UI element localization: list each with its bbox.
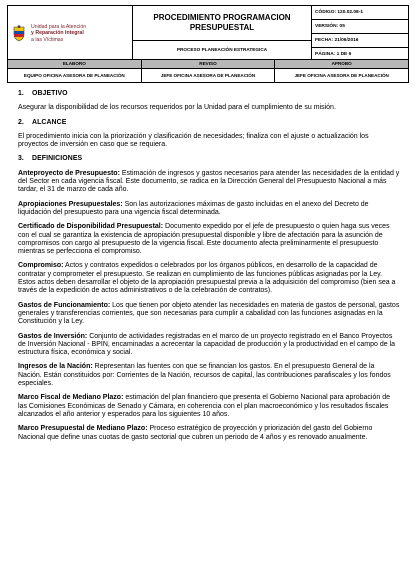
definition-term: Ingresos de la Nación: — [18, 363, 93, 371]
definition-text: Actos y contratos expedidos o celebrados por los órganos públicos, en desarrollo de la capacidad de contratar y comprometer el presupuesto. Se realizan en cumplimiento de las funciones públicas asignadas por la Ley. Estos actos deben desarrollar el objeto de la apropiación presupuestal previa a la adquisición del compromiso (bien sea a través de la expedición de actos administrativos o de la celebración de contratos). — [18, 262, 396, 295]
logo — [8, 6, 132, 61]
definition-term: Gastos de Funcionamiento: — [18, 301, 111, 309]
approval-header-aprobo: APROBO — [275, 60, 409, 69]
document-body — [18, 90, 400, 448]
logo-text — [31, 24, 86, 43]
logo-line: y Reparación Integral — [31, 30, 84, 37]
logo-cell — [8, 6, 133, 62]
definition-text: Estimación de ingresos y gastos necesarios para atender las necesidades de la entidad y del Sector en cada vigencia fiscal. Este documento, se radica en la Dirección General del Presupuesto Nacional a más tardar, el 31 de marzo de cada año. — [18, 169, 400, 194]
definition-item — [18, 363, 400, 388]
definition-item — [18, 262, 400, 295]
definition-text: Son las autorizaciones máximas de gasto incluidas en el anexo del Decreto de liquidación del presupuesto para una vigencia fiscal determinada. — [18, 200, 369, 216]
approval-name-reviso: JEFE OFICINA ASESORA DE PLANEACIÓN — [141, 69, 275, 83]
definition-item — [18, 425, 400, 442]
definition-term: Marco Presupuestal de Mediano Plazo: — [18, 425, 148, 433]
title-cell — [133, 6, 312, 62]
approval-name-aprobo: JEFE OFICINA ASESORA DE PLANEACIÓN — [275, 69, 409, 83]
document-date: FECHA: 21/06/2016 — [312, 34, 408, 48]
definition-item — [18, 223, 400, 256]
approval-name-elaboro: EQUIPO OFICINA ASESORA DE PLANEACIÓN — [8, 69, 142, 83]
definition-term: Compromiso: — [18, 262, 64, 270]
coat-of-arms-icon — [12, 25, 26, 42]
definition-item — [18, 170, 400, 195]
section-title: DEFINICIONES — [32, 155, 83, 163]
definition-text: Proceso estratégico de proyección y priorización del gasto del Gobierno Nacional que define unas cuotas de gasto sectorial que cubren un periodo de 4 años y es renovado anualmente. — [18, 425, 373, 441]
section-number: 3. — [18, 155, 24, 163]
section-heading-objetivo — [18, 90, 400, 98]
definition-term: Anteproyecto de Presupuesto: — [18, 169, 120, 177]
section-title: OBJETIVO — [32, 90, 68, 97]
document-code: CÓDIGO: 120.02.08-1 — [312, 6, 408, 20]
definition-text: Los que tienen por objeto atender las necesidades en materia de gastos de personal, gastos generales y transferencias corrientes, que son necesarias para cumplir a cabalidad con las funciones asignadas en la Constitución y la Ley. — [18, 301, 400, 326]
section-heading-alcance — [18, 119, 400, 127]
definition-text: Documento expedido por el jefe de presupuesto o quien haga sus veces con el cual se garantiza la existencia de apropiación presupuestal disponible y libre de afectación para la asunción de compromisos con cargo al presupuesto de la vigencia fiscal. Este documento afecta preliminarmente el presupuesto mientras se perfecciona el compromiso. — [18, 223, 390, 256]
section-number: 2. — [18, 118, 24, 126]
definition-item — [18, 302, 400, 327]
definition-text: Representan las fuentes con que se financian los gastos. En el presupuesto General de la Nación. Están constituidos por: Corrientes de la Nación, recursos de capital, las contribuciones parafiscales y los fondos especiales. — [18, 363, 391, 388]
definition-term: Marco Fiscal de Mediano Plazo: — [18, 394, 124, 402]
definition-item — [18, 201, 400, 218]
document-header — [7, 5, 409, 62]
meta-cell — [312, 6, 409, 62]
approval-header-elaboro: ELABORO — [8, 60, 142, 69]
definition-item — [18, 394, 400, 419]
section-text-alcance: El procedimiento inicia con la priorización y clasificación de necesidades; finaliza con el ajuste o actualización los proyectos de inversión en caso que se requiera. — [18, 132, 369, 149]
approval-header-reviso: REVISO — [141, 60, 275, 69]
approval-table — [7, 59, 409, 83]
definition-text: Conjunto de actividades registradas en el marco de un proyecto registrado en el Banco Proyectos de Inversión Nacional - BPIN, encaminadas a acrecentar la capacidad de producción y la productividad en el campo de la estructura física, económica y social. — [18, 332, 396, 357]
definition-term: Gastos de Inversión: — [18, 332, 88, 340]
document-version: VERSIÓN: 05 — [312, 20, 408, 34]
process-name: PROCESO PLANEACIÓN ESTRATEGICA — [133, 40, 311, 58]
definition-item — [18, 333, 400, 358]
section-heading-definiciones — [18, 155, 400, 163]
definition-text: estimación del plan financiero que presenta el Gobierno Nacional para aprobación de las Comisiones Económicas de Senado y Cámara, en coherencia con el plan macroeconómico y los resultados fiscales alcanzados el año anterior y esperados para los siguientes 10 años. — [18, 394, 390, 418]
logo-line: Unidad para la Atención — [31, 24, 87, 31]
section-title: ALCANCE — [32, 118, 67, 126]
definition-term: Apropiaciones Presupuestales: — [18, 200, 123, 208]
page-number: PÁGINA: 1 DE 6 — [315, 52, 352, 57]
logo-line: a las Víctimas — [31, 36, 64, 43]
definition-term: Certificado de Disponibilidad Presupuestal: — [18, 223, 164, 231]
section-number: 1. — [18, 90, 24, 97]
page-title: PROCEDIMIENTO PROGRAMACION PRESUPUESTAL — [153, 12, 291, 32]
section-text-objetivo: Asegurar la disponibilidad de los recursos requeridos por la Unidad para el cumplimiento de su misión. — [18, 104, 336, 112]
